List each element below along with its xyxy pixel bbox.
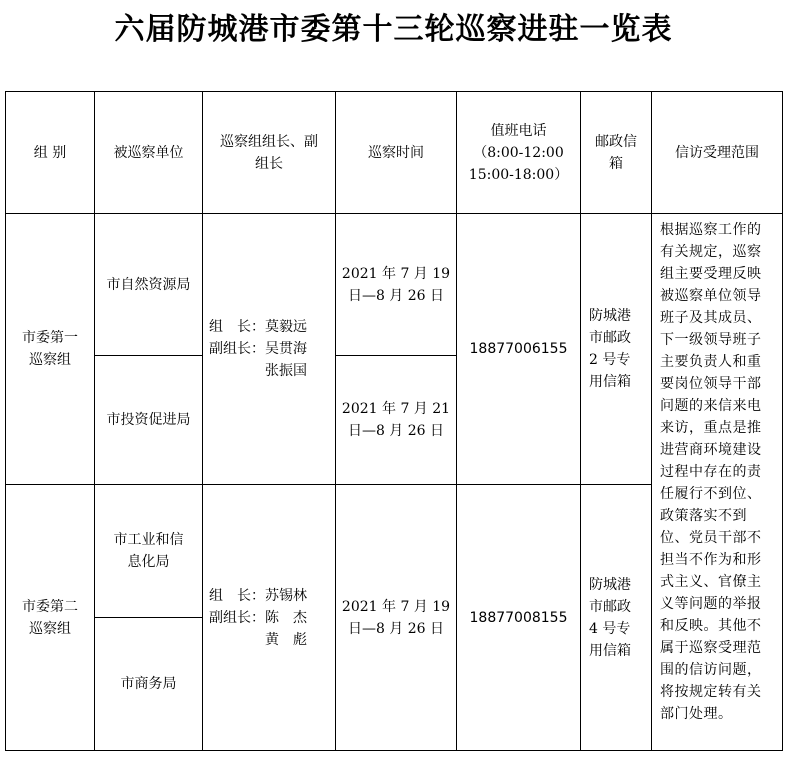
- scope-line: 将按规定转有关: [660, 684, 762, 700]
- header-time: 巡察时间: [336, 92, 457, 214]
- header-row: [6, 92, 783, 214]
- scope-line: 担当不作为和形: [660, 552, 762, 568]
- group-name: 市委第一 巡察组: [6, 214, 95, 485]
- unit-name: 市商务局: [95, 618, 203, 751]
- scope-line: 根据巡察工作的: [660, 222, 762, 238]
- header-scope: 信访受理范围: [652, 92, 783, 214]
- header-leader: 巡察组组长、副 组长: [203, 92, 336, 214]
- header-unit: 被巡察单位: [95, 92, 203, 214]
- scope-line: 来访，重点是推: [660, 420, 762, 436]
- inspection-time: 2021 年 7 月 19 日—8 月 26 日: [336, 214, 457, 356]
- scope-line: 式主义、官僚主: [660, 574, 762, 590]
- mailbox: 防城港 市邮政 2 号专 用信箱: [581, 214, 652, 485]
- scope-line: 任履行不到位、: [660, 486, 762, 502]
- inspection-table: [5, 91, 783, 751]
- scope-line: 围的信访问题，: [660, 662, 762, 678]
- complaint-scope: [652, 214, 783, 751]
- scope-line: 位、党员干部不: [660, 530, 762, 546]
- scope-line: 义等问题的举报: [660, 596, 762, 612]
- unit-name: 市工业和信 息化局: [95, 485, 203, 618]
- scope-line: 属于巡察受理范: [660, 640, 762, 656]
- scope-line: 主要负责人和重: [660, 354, 762, 370]
- header-group: 组 别: [6, 92, 95, 214]
- scope-line: 被巡察单位领导: [660, 288, 762, 304]
- scope-line: 问题的来信来电: [660, 398, 762, 414]
- group-name: 市委第二 巡察组: [6, 485, 95, 751]
- inspection-time: 2021 年 7 月 21 日—8 月 26 日: [336, 356, 457, 485]
- header-mailbox: 邮政信 箱: [581, 92, 652, 214]
- scope-line: 部门处理。: [660, 706, 733, 722]
- inspection-time: 2021 年 7 月 19 日—8 月 26 日: [336, 485, 457, 751]
- scope-line: 要岗位领导干部: [660, 376, 762, 392]
- page-title: 六届防城港市委第十三轮巡察进驻一览表: [114, 12, 673, 47]
- mailbox: 防城港 市邮政 4 号专 用信箱: [581, 485, 652, 751]
- scope-line: 过程中存在的责: [660, 464, 762, 480]
- header-phone: 值班电话 （8:00-12:00 15:00-18:00）: [457, 92, 581, 214]
- group-leaders: 组 长：苏锡林 副组长：陈 杰 黄 彪: [203, 485, 336, 751]
- scope-line: 班子及其成员、: [660, 310, 762, 326]
- scope-line: 进营商环境建设: [660, 442, 762, 458]
- scope-line: 和反映。其他不: [660, 618, 762, 634]
- scope-line: 有关规定，巡察: [660, 244, 762, 260]
- scope-line: 组主要受理反映: [660, 266, 762, 282]
- unit-name: 市自然资源局: [95, 214, 203, 356]
- table-row: [6, 214, 783, 356]
- scope-line: 下一级领导班子: [660, 332, 762, 348]
- unit-name: 市投资促进局: [95, 356, 203, 485]
- duty-phone: 18877006155: [457, 214, 581, 485]
- group-leaders: 组 长：莫毅远 副组长：吴贯海 张振国: [203, 214, 336, 485]
- scope-line: 政策落实不到: [660, 508, 747, 524]
- duty-phone: 18877008155: [457, 485, 581, 751]
